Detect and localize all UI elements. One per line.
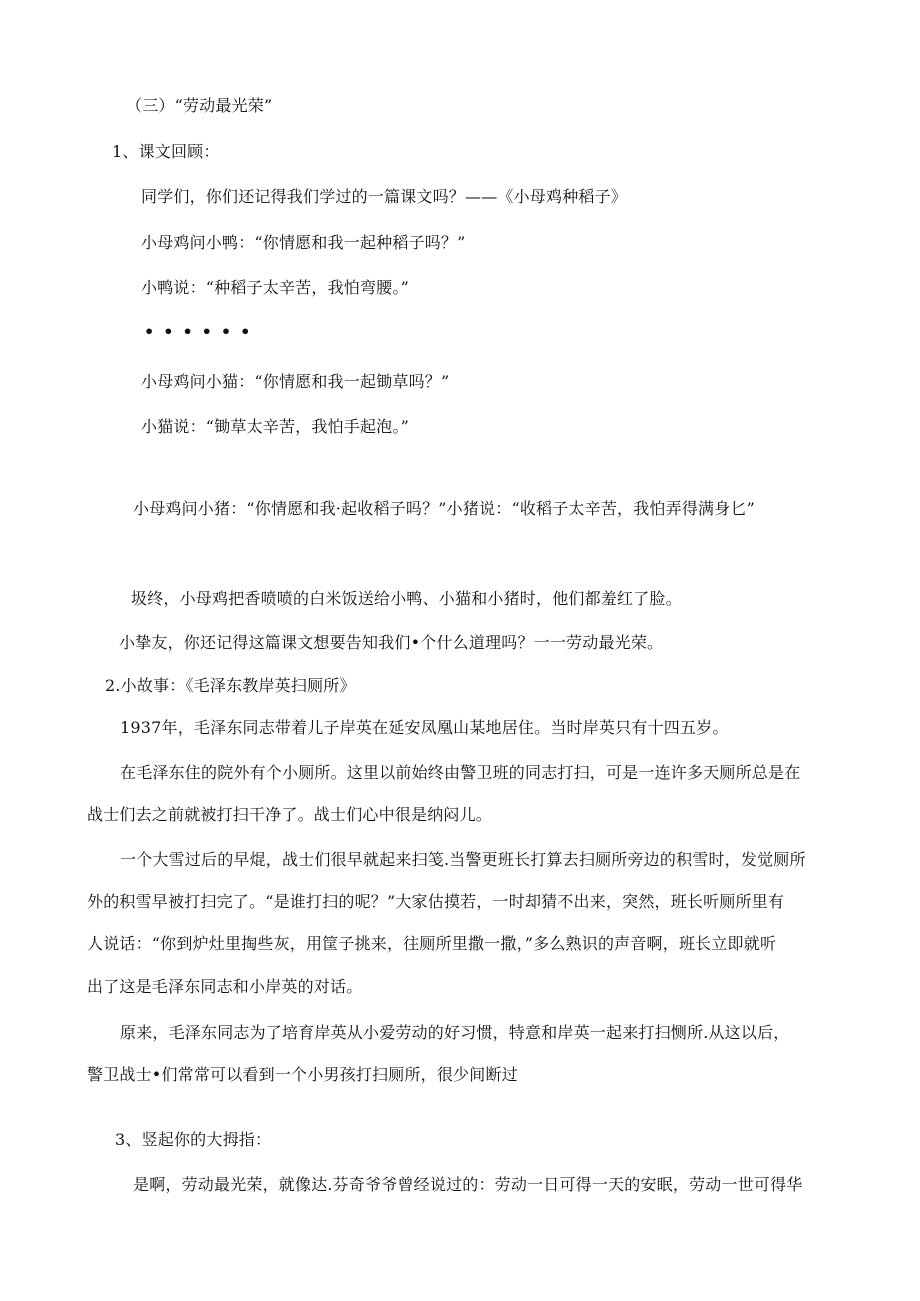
story-line-9: 警卫战士•们常常可以看到一个小男孩打扫厕所，很少间断过 — [87, 1065, 518, 1084]
part3-heading: 3、竖起你的大拇指： — [115, 1130, 272, 1149]
story-line-4: 一个大雪过后的早焜，战士们很早就起来扫笺.当警更班长打算去扫厕所旁边的积雪时，发觉厕所 — [120, 850, 806, 869]
conclusion-line-1: 是啊，劳动最光荣，就像达.芬奇爷爷曾经说过的：劳动一日可得一天的安眠，劳动一世可得华 — [133, 1175, 803, 1194]
story-line-1: 1937年，毛泽东同志带着儿子岸英在延安凤凰山某地居住。当时岸英只有十四五岁。 — [120, 718, 729, 737]
story-line-6: 人说话：“你到炉灶里掏些灰，用筐子挑来，往厕所里撒一撒，”多么熟识的声音啊，班长立即就听 — [87, 934, 777, 953]
story-line-5: 外的积雪早被打扫完了。“是谁打扫的呢？”大家估摸若，一时却猜不出来，突然，班长听厕所里有 — [87, 892, 785, 911]
section-heading: （三）“劳动最光荣” — [126, 96, 273, 115]
story-line-3: 战士们去之前就被打扫干净了。战士们心中很是纳闷儿。 — [87, 805, 493, 824]
story-line-8: 原来，毛泽东同志为了培育岸英从小爱劳动的好习惯，特意和岸英一起来打扫恻所.从这以后， — [120, 1023, 790, 1042]
story-line-2: 在毛泽东住的院外有个小厕所。这里以前始终由警卫班的同志打扫，可是一连许多天厕所总是在 — [120, 763, 801, 782]
story-line-7: 出了这是毛泽东同志和小岸英的对话。 — [87, 977, 363, 996]
dialog-line-3: 小母鸡问小猫：“你情愿和我一起锄草吗？” — [141, 372, 450, 391]
dialog-line-1: 小母鸡问小鸭：“你情愿和我一起种稻子吗？” — [141, 233, 466, 252]
part2-heading: 2.小故事：《毛泽东教岸英扫厕所》 — [105, 676, 356, 695]
part1-heading: 1、课文回顾： — [112, 142, 220, 161]
dialog-line-6: 圾终，小母鸡把香喷喷的白米饭送给小鸭、小猫和小猪时，他们都羞红了脸。 — [131, 589, 682, 608]
part1-intro: 同学们，你们还记得我们学过的一篇课文吗？——《小母鸡种稻子》 — [141, 187, 628, 206]
dialog-line-7: 小挚友，你还记得这篇课文想要告知我们•个什么道理吗？一一劳动最光荣。 — [119, 633, 664, 652]
dialog-line-2: 小鸭说：“种稻子太辛苦，我怕弯腰。” — [141, 278, 409, 297]
dialog-ellipsis: •••••• — [144, 322, 260, 341]
dialog-line-4: 小猫说：“锄草太辛苦，我怕手起泡。” — [141, 417, 409, 436]
dialog-line-5: 小母鸡问小猪：“你情愿和我·起收稻子吗？”小猪说：“收稻子太辛苦，我怕弄得满身匕” — [133, 499, 756, 518]
